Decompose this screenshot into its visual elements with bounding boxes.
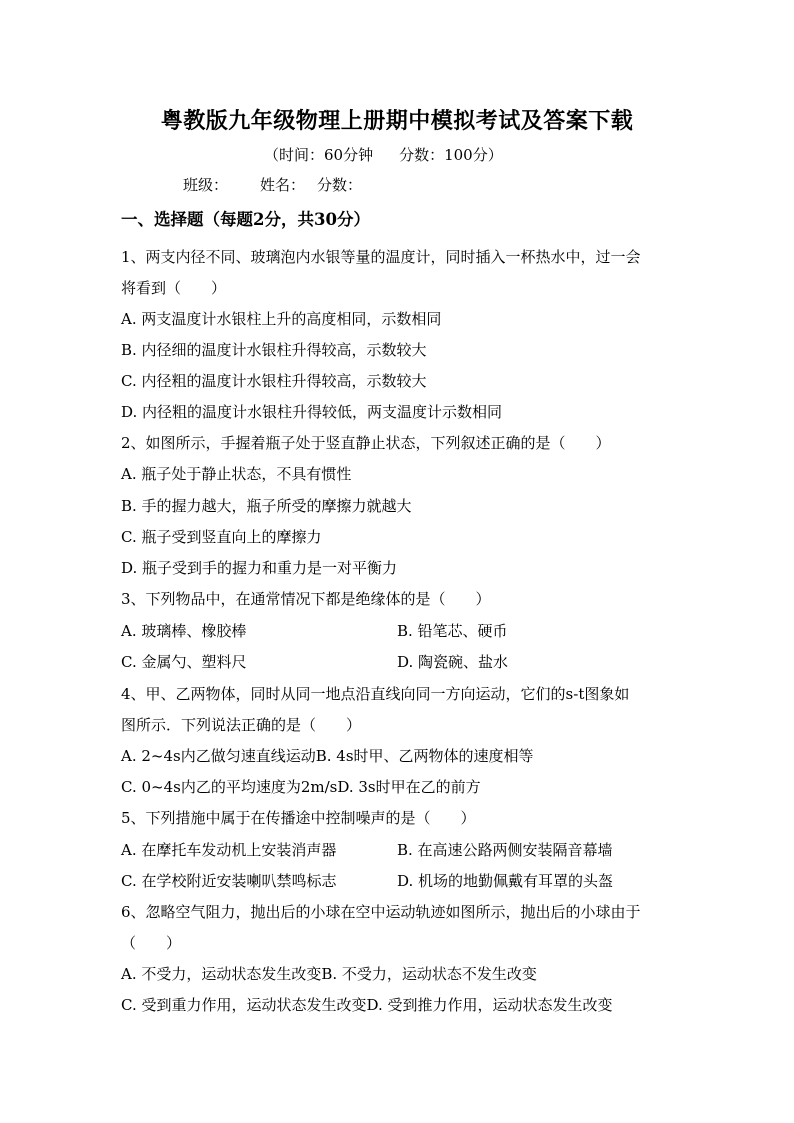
total-score: 分数：100分） <box>399 146 503 164</box>
question-2-option-d: D. 瓶子受到手的握力和重力是一对平衡力 <box>121 559 398 577</box>
question-3-stem: 3、下列物品中，在通常情况下都是绝缘体的是（ ） <box>121 590 491 608</box>
question-3-option-c: C. 金属勺、塑料尺 <box>121 653 247 671</box>
question-3-option-a: A. 玻璃棒、橡胶棒 <box>121 622 247 640</box>
question-1-option-b: B. 内径细的温度计水银柱升得较高，示数较大 <box>121 341 427 359</box>
score-label: 分数： <box>317 176 363 194</box>
question-1-stem-line1: 1、两支内径不同、玻璃泡内水银等量的温度计，同时插入一杯热水中，过一会 <box>121 248 641 266</box>
time-limit: （时间：60分钟 <box>264 146 374 164</box>
document-title: 粤教版九年级物理上册期中模拟考试及答案下载 <box>160 108 634 134</box>
question-5-option-b: B. 在高速公路两侧安装隔音幕墙 <box>397 841 613 859</box>
question-4-options-ab: A. 2~4s内乙做匀速直线运动B. 4s时甲、乙两物体的速度相等 <box>121 747 534 765</box>
question-6-options-cd: C. 受到重力作用，运动状态发生改变D. 受到推力作用，运动状态发生改变 <box>121 996 613 1014</box>
question-5-option-c: C. 在学校附近安装喇叭禁鸣标志 <box>121 872 337 890</box>
question-4-options-cd: C. 0~4s内乙的平均速度为2m/sD. 3s时甲在乙的前方 <box>121 778 481 796</box>
class-label: 班级： <box>183 176 229 194</box>
question-6-stem-line1: 6、忽略空气阻力，抛出后的小球在空中运动轨迹如图所示，抛出后的小球由于 <box>121 903 641 921</box>
question-1-option-a: A. 两支温度计水银柱上升的高度相同，示数相同 <box>121 310 442 328</box>
question-2-stem: 2、如图所示，手握着瓶子处于竖直静止状态，下列叙述正确的是（ ） <box>121 434 611 452</box>
question-1-stem-line2: 将看到（ ） <box>121 279 227 297</box>
question-5-option-a: A. 在摩托车发动机上安装消声器 <box>121 841 337 859</box>
exam-subtitle <box>264 145 503 165</box>
question-5-stem: 5、下列措施中属于在传播途中控制噪声的是（ ） <box>121 809 476 827</box>
question-1-option-d: D. 内径粗的温度计水银柱升得较低，两支温度计示数相同 <box>121 403 503 421</box>
question-6-stem-line2: （ ） <box>121 934 182 952</box>
question-2-option-b: B. 手的握力越大，瓶子所受的摩擦力就越大 <box>121 497 412 515</box>
question-2-option-a: A. 瓶子处于静止状态，不具有惯性 <box>121 465 352 483</box>
question-2-option-c: C. 瓶子受到竖直向上的摩擦力 <box>121 528 322 546</box>
question-5-option-d: D. 机场的地勤佩戴有耳罩的头盔 <box>397 872 614 890</box>
question-3-option-b: B. 铅笔芯、硬币 <box>397 622 508 640</box>
student-info-row <box>183 175 362 195</box>
question-4-stem-line2: 图所示．下列说法正确的是（ ） <box>121 716 362 734</box>
name-label: 姓名： <box>260 176 306 194</box>
section-heading: 一、选择题（每题2分，共30分） <box>121 210 370 229</box>
question-3-option-d: D. 陶瓷碗、盐水 <box>397 653 509 671</box>
question-6-options-ab: A. 不受力，运动状态发生改变B. 不受力，运动状态不发生改变 <box>121 965 537 983</box>
question-1-option-c: C. 内径粗的温度计水银柱升得较高，示数较大 <box>121 372 427 390</box>
question-4-stem-line1: 4、甲、乙两物体，同时从同一地点沿直线向同一方向运动，它们的s-t图象如 <box>121 685 630 703</box>
